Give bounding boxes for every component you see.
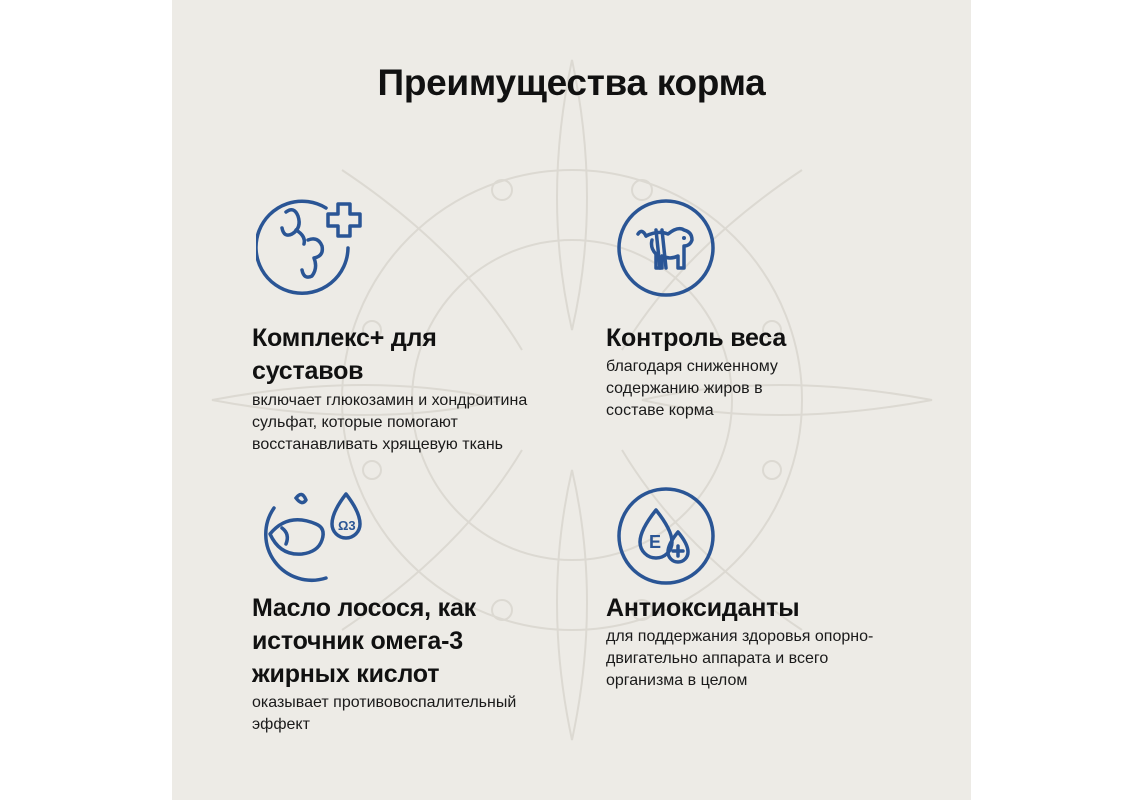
joints-plus-icon bbox=[256, 190, 372, 306]
feature-title-joints: Комплекс+ для суставов bbox=[252, 324, 437, 385]
omega3-label: Ω3 bbox=[338, 518, 356, 533]
feature-desc-salmon: оказывает противовоспалительный эффект bbox=[252, 694, 517, 733]
dog-measure-icon bbox=[608, 190, 724, 306]
infographic-panel bbox=[172, 0, 971, 800]
page-title: Преимущества корма bbox=[377, 62, 766, 103]
feature-title-salmon: Масло лосося, как источник омега-3 жирных кислот bbox=[252, 594, 476, 688]
vitamin-e-drop-icon bbox=[608, 478, 724, 594]
feature-desc-weight: благодаря сниженному содержанию жиров в составе корма bbox=[606, 358, 778, 419]
feature-title-weight: Контроль веса bbox=[606, 324, 787, 352]
salmon-omega-icon bbox=[256, 478, 372, 594]
feature-title-antioxidants: Антиоксиданты bbox=[606, 594, 800, 622]
feature-desc-joints: включает глюкозамин и хондроитина сульфат, которые помогают восстанавливать хрящевую ткань bbox=[252, 392, 528, 453]
feature-desc-antioxidants: для поддержания здоровья опорно-двигательно аппарата и всего организма в целом bbox=[606, 628, 874, 689]
vitamin-e-label: E bbox=[649, 532, 662, 552]
